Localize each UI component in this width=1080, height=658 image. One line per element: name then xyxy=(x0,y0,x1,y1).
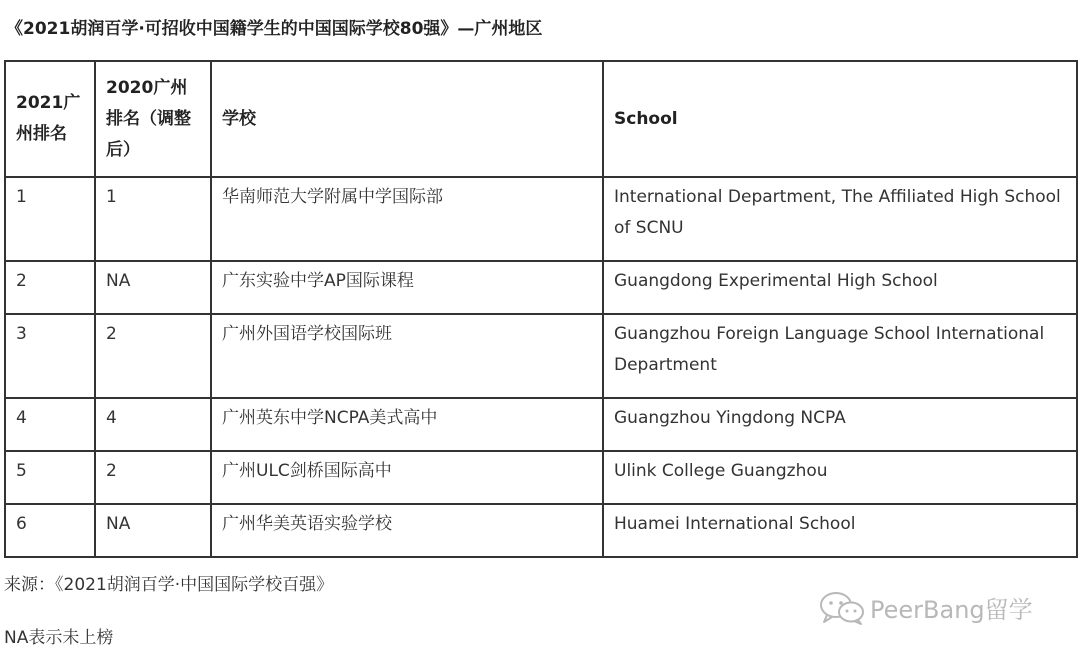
header-rank-2021: 2021广州排名 xyxy=(5,61,95,177)
school-cn-cell: 广州英东中学NCPA美式高中 xyxy=(211,398,603,451)
school-cn-cell: 华南师范大学附属中学国际部 xyxy=(211,177,603,261)
rank-2020-cell: 2 xyxy=(95,314,211,398)
rank-2021-cell: 5 xyxy=(5,451,95,504)
school-en-cell: Ulink College Guangzhou xyxy=(603,451,1077,504)
school-cn-cell: 广州ULC剑桥国际高中 xyxy=(211,451,603,504)
table-header-row xyxy=(5,61,1077,177)
header-school-cn: 学校 xyxy=(211,61,603,177)
watermark xyxy=(818,590,1033,625)
page-title: 《2021胡润百学·可招收中国籍学生的中国国际学校80强》—广州地区 xyxy=(6,19,543,39)
table-row xyxy=(5,451,1077,504)
header-school-en: School xyxy=(603,61,1077,177)
school-en-cell: Huamei International School xyxy=(603,504,1077,557)
rank-2020-cell: 2 xyxy=(95,451,211,504)
na-note: NA表示未上榜 xyxy=(4,628,114,648)
school-en-cell: Guangzhou Foreign Language School International Department xyxy=(603,314,1077,398)
school-en-cell: International Department, The Affiliated High School of SCNU xyxy=(603,177,1077,261)
rank-2021-cell: 2 xyxy=(5,261,95,314)
rank-2021-cell: 1 xyxy=(5,177,95,261)
school-en-cell: Guangdong Experimental High School xyxy=(603,261,1077,314)
table-row xyxy=(5,398,1077,451)
table-row xyxy=(5,177,1077,261)
school-cn-cell: 广州华美英语实验学校 xyxy=(211,504,603,557)
table-row xyxy=(5,314,1077,398)
rank-2020-cell: NA xyxy=(95,261,211,314)
watermark-text: PeerBang留学 xyxy=(870,596,1033,624)
rank-2021-cell: 3 xyxy=(5,314,95,398)
school-en-cell: Guangzhou Yingdong NCPA xyxy=(603,398,1077,451)
school-cn-cell: 广州外国语学校国际班 xyxy=(211,314,603,398)
table-row xyxy=(5,261,1077,314)
table-row xyxy=(5,504,1077,557)
rank-2021-cell: 4 xyxy=(5,398,95,451)
rank-2021-cell: 6 xyxy=(5,504,95,557)
rank-2020-cell: 1 xyxy=(95,177,211,261)
rank-2020-cell: NA xyxy=(95,504,211,557)
wechat-icon xyxy=(818,591,866,625)
header-rank-2020: 2020广州排名（调整后） xyxy=(95,61,211,177)
ranking-table xyxy=(4,60,1078,558)
rank-2020-cell: 4 xyxy=(95,398,211,451)
school-cn-cell: 广东实验中学AP国际课程 xyxy=(211,261,603,314)
source-note: 来源：《2021胡润百学·中国国际学校百强》 xyxy=(4,575,334,595)
